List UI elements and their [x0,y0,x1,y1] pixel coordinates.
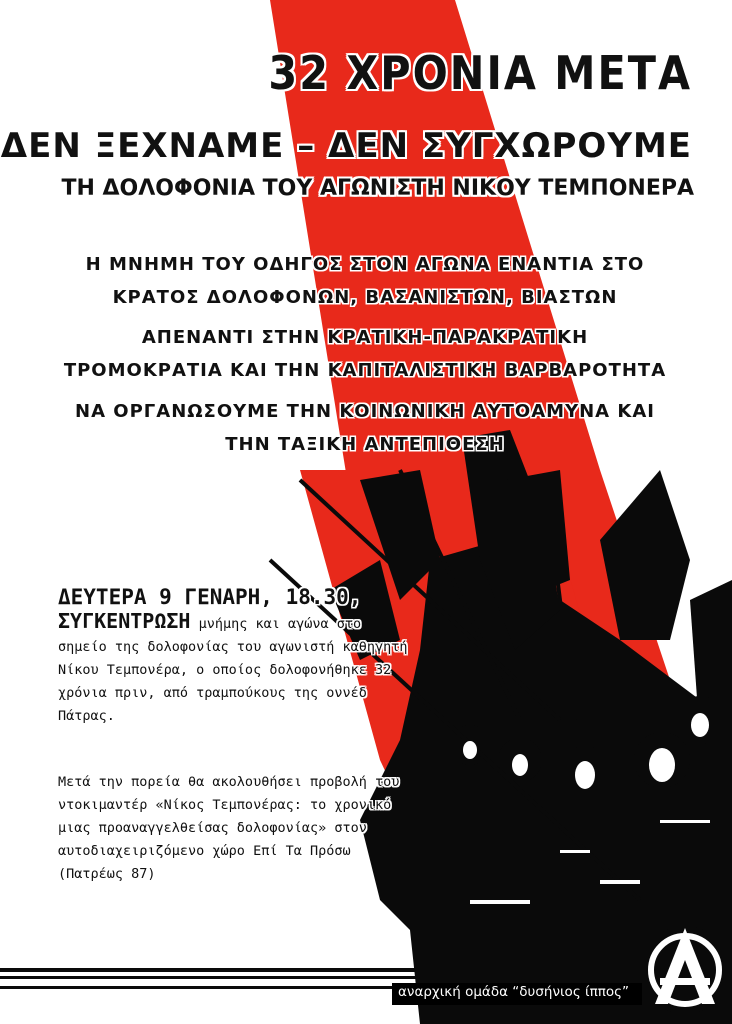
circle-a-anarchy-icon [641,926,729,1014]
slogan-memory: Η ΜΝΗΜΗ ΤΟΥ ΟΔΗΓΟΣ ΣΤΟΝ ΑΓΩΝΑ ΕΝΑΝΤΙΑ ΣΤΟ ΚΡΑΤΟΣ ΔΟΛΟΦΟΝΩΝ, ΒΑΣΑΝΙΣΤΩΝ, ΒΙΑΣΤΩΝ [85,254,645,308]
slogan-subheadline: ΤΗ ΔΟΛΟΦΟΝΙΑ ΤΟΥ ΑΓΩΝΙΣΤΗ ΝΙΚΟΥ ΤΕΜΠΟΝΕΡΑ [61,176,694,201]
slogan-terror: ΑΠΕΝΑΝΤΙ ΣΤΗΝ ΚΡΑΤΙΚΗ-ΠΑΡΑΚΡΑΤΙΚΗ ΤΡΟΜΟΚΡΑΤΙΑ ΚΑΙ ΤΗΝ ΚΑΠΙΤΑΛΙΣΤΙΚΗ ΒΑΡΒΑΡΟΤΗΤΑ [63,327,667,381]
event-description-text: μνήμης και αγώνα στο σημείο της δολοφονίας του αγωνιστή καθηγητή Νίκου Τεμπονέρα, ο οποίος δολοφονήθηκε 32 χρόνια πριν, από τραμπούκους της οννέδ Πάτρας. [58,616,408,724]
event-lead: ΣΥΓΚΕΝΤΡΩΣΗ [58,609,191,633]
event-date: ΔΕΥΤΕΡΑ 9 ΓΕΝΑΡΗ, 18.30, [58,585,362,609]
event-description [58,610,418,728]
slogan-headline: ΔΕΝ ΞΕΧΝΑΜΕ – ΔΕΝ ΣΥΓΧΩΡΟΥΜΕ [0,126,692,166]
poster-title: 32 ΧΡΟΝΙΑ ΜΕΤΑ [268,46,692,100]
group-signature: αναρχική ομάδα “δυσήνιος ίππος” [398,984,630,1000]
slogan-selfdefense: ΝΑ ΟΡΓΑΝΩΣΟΥΜΕ ΤΗΝ ΚΟΙΝΩΝΙΚΗ ΑΥΤΟΑΜΥΝΑ ΚΑΙ ΤΗΝ ΤΑΞΙΚΗ ΑΝΤΕΠΙΘΕΣΗ [75,401,655,455]
screening-info: Μετά την πορεία θα ακολουθήσει προβολή του ντοκιμαντέρ «Νίκος Τεμπονέρας: το χρονικό μιας προαναγγελθείσας δολοφονίας» στον αυτοδιαχειριζόμενο χώρο Επί Τα Πρόσω (Πατρέως 87) [58,774,400,882]
